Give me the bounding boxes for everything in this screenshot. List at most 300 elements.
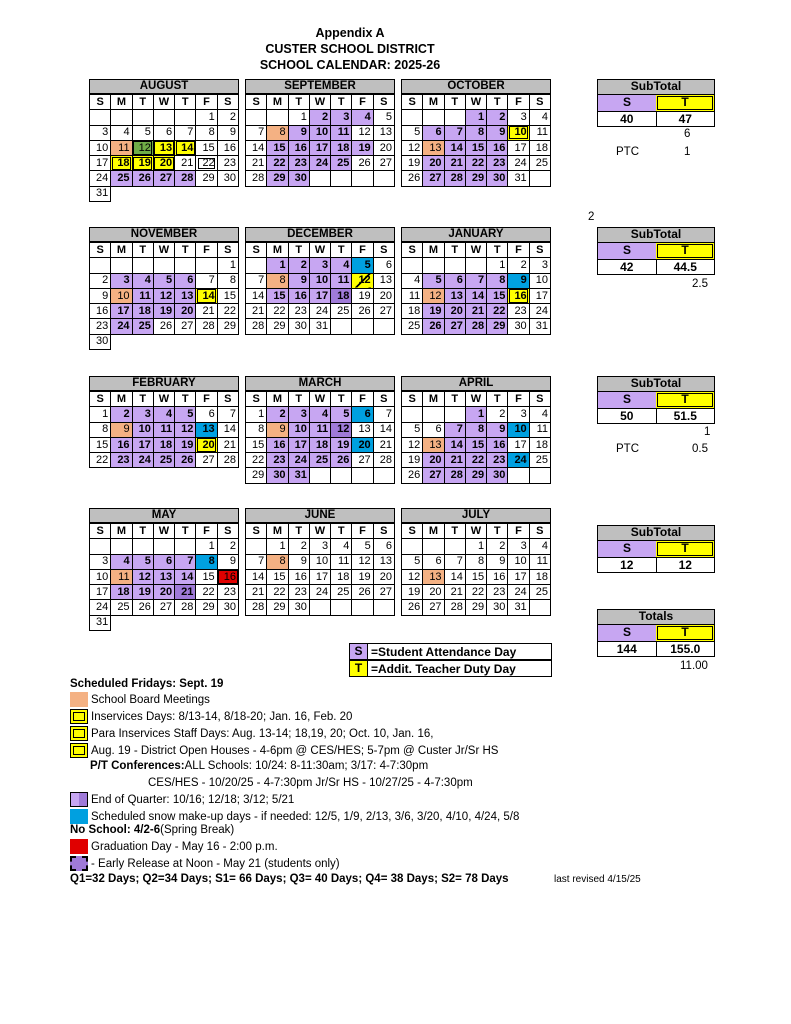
note-6: 6 (684, 128, 691, 140)
day-cell: 28 (246, 600, 267, 615)
title-calendar: SCHOOL CALENDAR: 2025-26 (259, 58, 441, 72)
weekday-header: F (196, 243, 217, 258)
month-september (245, 79, 395, 187)
day-cell: 20 (423, 453, 444, 468)
weekday-header: F (352, 392, 373, 407)
day-cell: 27 (373, 156, 394, 171)
day-cell: 26 (423, 319, 444, 334)
day-cell: 27 (153, 171, 174, 186)
day-cell: 20 (352, 437, 373, 452)
empty-cell (153, 539, 174, 554)
weekday-header: S (217, 243, 238, 258)
day-cell: 28 (246, 319, 267, 334)
legend-ptc-head: P/T Conferences: (90, 760, 185, 772)
day-cell: 18 (111, 156, 132, 171)
day-cell: 9 (487, 422, 508, 437)
day-cell: 11 (331, 125, 352, 140)
day-cell: 29 (196, 600, 217, 615)
weekday-header: T (331, 392, 352, 407)
note-11: 11.00 (680, 660, 708, 672)
empty-cell (331, 468, 352, 483)
day-cell: 7 (444, 554, 465, 569)
day-cell: 31 (90, 186, 111, 201)
subtotal-s-label: S (598, 243, 656, 259)
day-cell: 2 (267, 407, 288, 422)
day-cell: 10 (288, 422, 309, 437)
day-cell: 17 (309, 288, 330, 303)
weekday-header: W (309, 524, 330, 539)
day-cell: 21 (444, 585, 465, 600)
day-cell: 6 (153, 125, 174, 140)
month-title: DECEMBER (245, 227, 395, 242)
month-august (89, 79, 239, 202)
month-title: JUNE (245, 508, 395, 523)
weekday-header: T (175, 392, 196, 407)
day-cell: 29 (196, 171, 217, 186)
empty-cell (153, 186, 174, 201)
day-cell: 1 (288, 110, 309, 125)
empty-cell (153, 334, 174, 349)
day-cell: 18 (402, 304, 423, 319)
day-cell: 28 (196, 319, 217, 334)
day-cell: 22 (465, 585, 486, 600)
day-cell: 12 (132, 140, 153, 155)
day-cell: 3 (508, 407, 529, 422)
day-cell: 30 (487, 171, 508, 186)
empty-cell (132, 258, 153, 273)
day-cell: 20 (196, 437, 217, 452)
day-cell: 25 (331, 304, 352, 319)
weekday-header: T (487, 524, 508, 539)
day-cell: 10 (132, 422, 153, 437)
day-cell: 26 (352, 156, 373, 171)
day-cell: 4 (529, 539, 550, 554)
day-cell: 28 (465, 319, 486, 334)
weekday-header: S (529, 95, 550, 110)
day-cell: 24 (508, 585, 529, 600)
day-cell: 16 (288, 569, 309, 584)
day-cell: 4 (529, 407, 550, 422)
day-cell: 10 (90, 569, 111, 584)
weekday-header: M (423, 95, 444, 110)
day-cell: 10 (508, 554, 529, 569)
day-cell: 14 (217, 422, 238, 437)
day-cell: 20 (373, 140, 394, 155)
weekday-header: W (465, 243, 486, 258)
month-title: MAY (89, 508, 239, 523)
legend-no-school (70, 824, 234, 836)
day-cell: 10 (508, 125, 529, 140)
day-cell: 19 (175, 437, 196, 452)
weekday-header: T (331, 524, 352, 539)
snow-swatch (70, 809, 88, 824)
day-cell: 17 (90, 156, 111, 171)
day-cell: 29 (267, 600, 288, 615)
empty-cell (132, 539, 153, 554)
day-cell: 8 (196, 125, 217, 140)
day-cell: 19 (331, 437, 352, 452)
day-cell: 3 (309, 539, 330, 554)
day-cell: 7 (246, 554, 267, 569)
weekday-header: T (288, 392, 309, 407)
day-cell: 17 (508, 140, 529, 155)
day-cell: 8 (487, 273, 508, 288)
day-cell: 12 (352, 273, 373, 288)
day-cell: 6 (373, 258, 394, 273)
day-cell: 5 (402, 422, 423, 437)
legend-quarters (70, 873, 509, 885)
legend-para-text: Para Inservices Staff Days: Aug. 13-14; 18,19, 20; Oct. 10, Jan. 16, (91, 727, 434, 740)
empty-cell (402, 110, 423, 125)
totals-box (597, 609, 715, 657)
legend-end-quarter (70, 792, 294, 807)
day-cell: 13 (153, 569, 174, 584)
day-cell: 7 (444, 422, 465, 437)
day-cell: 13 (423, 569, 444, 584)
empty-cell (111, 334, 132, 349)
day-cell: 13 (373, 273, 394, 288)
day-cell: 30 (217, 600, 238, 615)
day-cell: 12 (352, 125, 373, 140)
day-cell: 27 (175, 319, 196, 334)
weekday-header: S (373, 392, 394, 407)
empty-cell (309, 171, 330, 186)
empty-cell (196, 615, 217, 630)
day-cell: 24 (90, 600, 111, 615)
day-cell: 3 (288, 407, 309, 422)
weekday-header: T (288, 243, 309, 258)
day-cell: 5 (352, 539, 373, 554)
day-cell: 4 (153, 407, 174, 422)
weekday-header: T (132, 95, 153, 110)
day-cell: 17 (508, 569, 529, 584)
empty-cell (331, 319, 352, 334)
legend-ptc (90, 760, 428, 772)
key-student-box: S (350, 644, 368, 659)
weekday-header: S (246, 524, 267, 539)
weekday-header: W (309, 95, 330, 110)
day-cell: 7 (175, 554, 196, 569)
weekday-header: T (132, 392, 153, 407)
subtotal-title: SubTotal (597, 376, 715, 392)
day-cell: 14 (246, 288, 267, 303)
day-cell: 12 (132, 569, 153, 584)
day-cell: 12 (352, 554, 373, 569)
day-cell: 3 (331, 110, 352, 125)
day-cell: 17 (288, 437, 309, 452)
day-cell: 8 (267, 554, 288, 569)
day-cell: 15 (246, 437, 267, 452)
day-cell: 28 (175, 600, 196, 615)
subtotal-s-value: 42 (598, 260, 657, 274)
day-cell: 10 (309, 273, 330, 288)
empty-cell (90, 539, 111, 554)
month-march (245, 376, 395, 484)
weekday-header: W (465, 95, 486, 110)
day-cell: 16 (487, 140, 508, 155)
legend-end-quarter-text: End of Quarter: 10/16; 12/18; 3/12; 5/21 (91, 793, 295, 806)
day-cell: 10 (309, 554, 330, 569)
empty-cell (529, 468, 550, 483)
legend-ptc-all: ALL Schools: 10/24: 8-11:30am; 3/17: 4-7:30pm (184, 760, 429, 772)
day-cell: 16 (111, 437, 132, 452)
day-cell: 9 (487, 125, 508, 140)
day-cell: 29 (217, 319, 238, 334)
day-cell: 16 (90, 304, 111, 319)
legend-revised (554, 874, 641, 885)
empty-cell (217, 615, 238, 630)
empty-cell (132, 110, 153, 125)
weekday-header: T (444, 524, 465, 539)
legend-board-text: School Board Meetings (91, 693, 210, 706)
weekday-header: F (352, 95, 373, 110)
weekday-header: S (90, 524, 111, 539)
empty-cell (90, 110, 111, 125)
day-cell: 12 (402, 569, 423, 584)
day-cell: 19 (132, 156, 153, 171)
day-cell: 8 (90, 422, 111, 437)
day-cell: 16 (288, 140, 309, 155)
empty-cell (217, 334, 238, 349)
day-cell: 7 (465, 273, 486, 288)
day-cell: 23 (267, 453, 288, 468)
legend-para (70, 726, 433, 741)
empty-cell (175, 334, 196, 349)
day-cell: 15 (267, 288, 288, 303)
day-cell: 9 (217, 125, 238, 140)
day-cell: 22 (90, 453, 111, 468)
weekday-header: T (288, 524, 309, 539)
day-cell: 27 (423, 600, 444, 615)
empty-cell (423, 258, 444, 273)
empty-cell (423, 110, 444, 125)
weekday-header: M (267, 524, 288, 539)
legend-quarters-text: Q1=32 Days; Q2=34 Days; S1= 66 Days; Q3= 40 Days; Q4= 38 Days; S2= 78 Days (70, 873, 509, 885)
day-cell: 5 (402, 125, 423, 140)
day-cell: 5 (132, 554, 153, 569)
weekday-header: S (529, 392, 550, 407)
day-cell: 22 (465, 453, 486, 468)
legend-no-school-tail: (Spring Break) (160, 824, 235, 836)
weekday-header: W (153, 392, 174, 407)
day-cell: 26 (132, 600, 153, 615)
day-cell: 26 (175, 453, 196, 468)
day-cell: 25 (153, 453, 174, 468)
empty-cell (267, 110, 288, 125)
weekday-header: M (111, 392, 132, 407)
empty-cell (331, 171, 352, 186)
weekday-header: T (444, 95, 465, 110)
empty-cell (529, 600, 550, 615)
month-november (89, 227, 239, 350)
day-cell: 22 (267, 304, 288, 319)
day-cell: 31 (90, 615, 111, 630)
day-cell: 9 (288, 273, 309, 288)
day-cell: 11 (111, 569, 132, 584)
day-cell: 13 (153, 140, 174, 155)
weekday-header: F (508, 95, 529, 110)
month-december (245, 227, 395, 335)
day-cell: 4 (402, 273, 423, 288)
empty-cell (352, 468, 373, 483)
legend-inservices-text: Inservices Days: 8/13-14, 8/18-20; Jan. 16, Feb. 20 (91, 710, 353, 723)
month-title: APRIL (401, 376, 551, 391)
day-cell: 26 (352, 304, 373, 319)
weekday-header: T (175, 243, 196, 258)
day-cell: 12 (402, 140, 423, 155)
month-title: NOVEMBER (89, 227, 239, 242)
day-cell: 20 (373, 569, 394, 584)
day-cell: 11 (402, 288, 423, 303)
weekday-header: F (352, 524, 373, 539)
day-cell: 9 (288, 125, 309, 140)
day-cell: 13 (444, 288, 465, 303)
day-cell: 1 (465, 110, 486, 125)
empty-cell (423, 539, 444, 554)
day-cell: 1 (196, 110, 217, 125)
day-cell: 1 (246, 407, 267, 422)
end-quarter-swatch (70, 792, 88, 807)
day-cell: 20 (444, 304, 465, 319)
day-cell: 19 (352, 288, 373, 303)
empty-cell (175, 110, 196, 125)
empty-cell (175, 615, 196, 630)
subtotal-title: Totals (597, 609, 715, 625)
day-cell: 27 (352, 453, 373, 468)
day-cell: 4 (331, 258, 352, 273)
legend-inservices (70, 709, 352, 724)
day-cell: 1 (465, 539, 486, 554)
day-cell: 9 (508, 273, 529, 288)
day-cell: 29 (465, 468, 486, 483)
day-cell: 2 (487, 407, 508, 422)
day-cell: 4 (352, 110, 373, 125)
day-cell: 24 (309, 156, 330, 171)
day-cell: 18 (111, 585, 132, 600)
day-cell: 21 (444, 453, 465, 468)
day-cell: 10 (529, 273, 550, 288)
day-cell: 11 (529, 554, 550, 569)
day-cell: 24 (132, 453, 153, 468)
day-cell: 21 (175, 156, 196, 171)
legend-snow-text: Scheduled snow make-up days - if needed: 12/5, 1/9, 2/13, 3/6, 3/20, 4/10, 4/24, 5/8 (91, 810, 520, 823)
subtotal-box (597, 525, 715, 573)
day-cell: 4 (111, 125, 132, 140)
day-cell: 5 (175, 407, 196, 422)
empty-cell (246, 258, 267, 273)
day-cell: 28 (444, 171, 465, 186)
day-cell: 7 (246, 125, 267, 140)
empty-cell (132, 615, 153, 630)
day-cell: 18 (309, 437, 330, 452)
weekday-header: T (487, 392, 508, 407)
legend-ptc-line2-text: CES/HES - 10/20/25 - 4-7:30pm Jr/Sr HS - 10/27/25 - 4-7:30pm (148, 777, 473, 789)
day-cell: 27 (373, 585, 394, 600)
weekday-header: F (196, 524, 217, 539)
note-ptc-2: 0.5 (692, 443, 708, 455)
subtotal-t-label: T (656, 625, 714, 641)
day-cell: 9 (288, 554, 309, 569)
weekday-header: S (402, 243, 423, 258)
day-cell: 16 (267, 437, 288, 452)
day-cell: 3 (309, 258, 330, 273)
day-cell: 25 (111, 600, 132, 615)
subtotal-s-value: 50 (598, 409, 657, 423)
day-cell: 5 (373, 110, 394, 125)
subtotal-t-value: 12 (678, 558, 692, 572)
weekday-header: T (132, 243, 153, 258)
weekday-header: W (153, 95, 174, 110)
subtotal-s-label: S (598, 625, 656, 641)
empty-cell (153, 615, 174, 630)
day-cell: 7 (444, 125, 465, 140)
day-cell: 7 (246, 273, 267, 288)
subtotal-s-value: 40 (598, 112, 657, 126)
day-cell: 9 (90, 288, 111, 303)
day-cell: 23 (217, 156, 238, 171)
weekday-header: F (508, 392, 529, 407)
day-cell: 16 (217, 569, 238, 584)
day-cell: 21 (444, 156, 465, 171)
day-cell: 27 (423, 468, 444, 483)
day-cell: 29 (246, 468, 267, 483)
day-cell: 23 (487, 156, 508, 171)
day-cell: 30 (217, 171, 238, 186)
weekday-header: W (309, 392, 330, 407)
day-cell: 30 (267, 468, 288, 483)
empty-cell (111, 110, 132, 125)
day-cell: 3 (508, 110, 529, 125)
empty-cell (444, 258, 465, 273)
day-cell: 14 (175, 569, 196, 584)
day-cell: 13 (423, 140, 444, 155)
empty-cell (196, 334, 217, 349)
day-cell: 1 (267, 258, 288, 273)
empty-cell (444, 110, 465, 125)
legend-graduation-text: Graduation Day - May 16 - 2:00 p.m. (91, 840, 278, 853)
day-cell: 2 (487, 110, 508, 125)
empty-cell (196, 186, 217, 201)
month-title: AUGUST (89, 79, 239, 94)
day-cell: 30 (288, 171, 309, 186)
subtotal-t-value: 51.5 (673, 409, 697, 423)
day-cell: 20 (175, 304, 196, 319)
day-cell: 30 (90, 334, 111, 349)
empty-cell (373, 319, 394, 334)
day-cell: 25 (529, 585, 550, 600)
day-cell: 2 (309, 110, 330, 125)
day-cell: 20 (153, 585, 174, 600)
day-cell: 29 (465, 171, 486, 186)
day-cell: 1 (217, 258, 238, 273)
day-cell: 28 (175, 171, 196, 186)
day-cell: 5 (331, 407, 352, 422)
day-cell: 17 (309, 569, 330, 584)
legend-scheduled-fridays-text: Scheduled Fridays: Sept. 19 (70, 678, 224, 690)
weekday-header: W (153, 243, 174, 258)
day-cell: 29 (267, 171, 288, 186)
day-cell: 27 (153, 600, 174, 615)
day-cell: 9 (111, 422, 132, 437)
day-cell: 2 (288, 258, 309, 273)
day-cell: 13 (175, 288, 196, 303)
day-cell: 18 (529, 569, 550, 584)
empty-cell (111, 615, 132, 630)
note-1: 1 (704, 426, 711, 438)
day-cell: 21 (246, 156, 267, 171)
day-cell: 26 (331, 453, 352, 468)
day-cell: 26 (352, 585, 373, 600)
